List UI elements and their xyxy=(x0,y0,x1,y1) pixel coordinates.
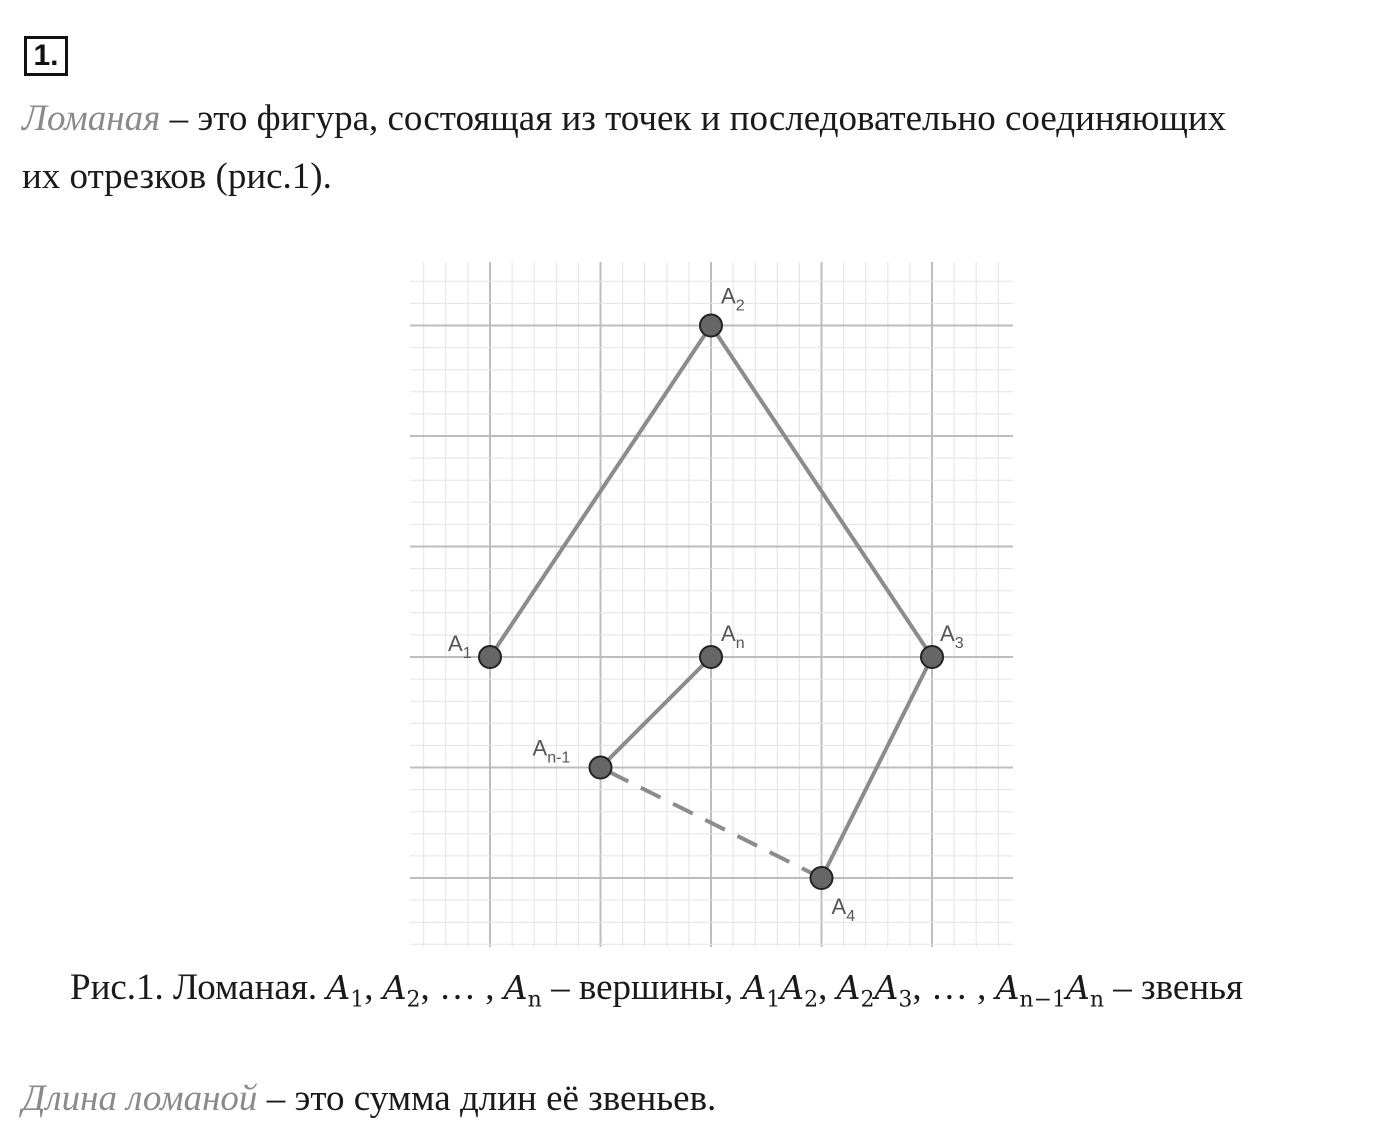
caption-sep: , xyxy=(364,967,383,1008)
caption-vertex-a2: $A_2$ xyxy=(382,968,421,1013)
definition-polyline-text2: их отрезков (рис.1). xyxy=(22,156,332,197)
caption-link-an1an: $A_{n-1}A_n$ xyxy=(995,968,1105,1013)
point-An1 xyxy=(590,757,612,779)
caption-vertices-word: – вершины, xyxy=(541,967,743,1008)
point-label-An1: $A_{n-1}$ xyxy=(532,735,571,767)
term-polyline-length: Длина ломаной xyxy=(22,1078,258,1119)
caption-link-a2a3: $A_2A_3$ xyxy=(836,968,913,1013)
caption-sep: , xyxy=(818,967,837,1008)
caption-prefix: Рис.1. Ломаная. xyxy=(70,967,327,1008)
caption-ellipsis: , … , xyxy=(420,967,504,1008)
point-A4 xyxy=(811,867,833,889)
caption-vertex-a1: $A_1$ xyxy=(326,968,365,1013)
term-polyline: Ломаная xyxy=(22,98,161,139)
caption-link-a1a2: $A_1A_2$ xyxy=(742,968,819,1013)
point-A2 xyxy=(700,315,722,337)
caption-links-word: – звенья xyxy=(1104,967,1244,1008)
caption-vertex-an: $A_n$ xyxy=(503,968,542,1013)
point-A3 xyxy=(921,646,943,668)
point-label-A3: $A_3$ xyxy=(940,621,964,652)
grid xyxy=(410,262,1013,947)
point-label-A4: $A_4$ xyxy=(831,894,856,925)
point-label-A1: $A_1$ xyxy=(448,631,472,662)
definition-length-text: – это сумма длин её звеньев. xyxy=(257,1078,717,1119)
point-label-An: $A_n$ xyxy=(721,621,745,652)
problem-number: 1. xyxy=(24,36,68,76)
point-An xyxy=(700,646,722,668)
definition-length xyxy=(22,1070,716,1128)
figure-caption xyxy=(70,960,1243,1029)
point-A1 xyxy=(479,646,501,668)
caption-ellipsis: , … , xyxy=(912,967,996,1008)
point-label-A2: $A_2$ xyxy=(721,283,745,315)
segment-An1-An xyxy=(601,657,712,768)
definition-polyline-text1: – это фигура, состоящая из точек и последовательно соединяющих xyxy=(160,98,1227,139)
